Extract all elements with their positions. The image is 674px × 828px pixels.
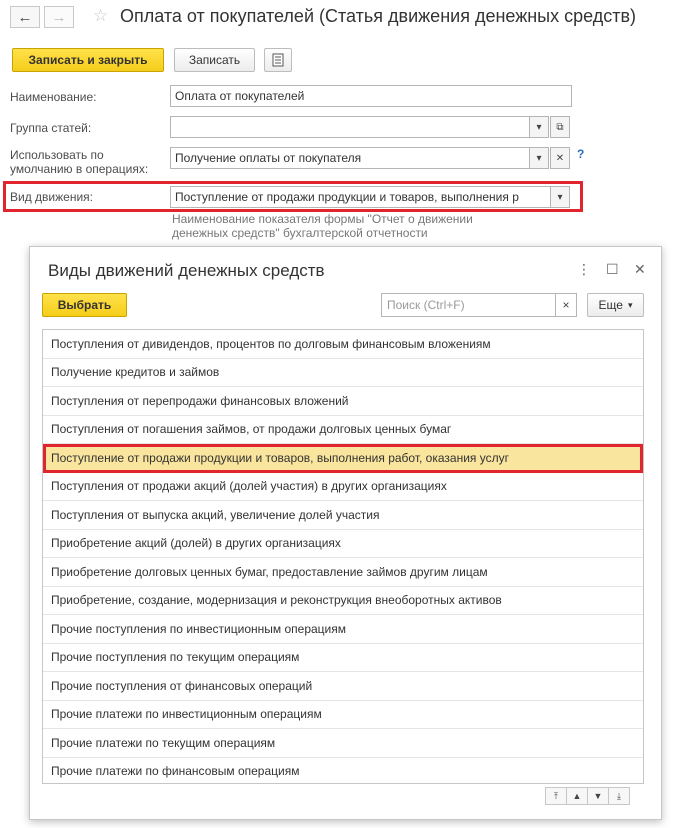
last-page-button[interactable] [608, 787, 630, 805]
use-default-clear-button[interactable] [550, 147, 570, 169]
list-item[interactable]: Прочие поступления по текущим операциям [43, 644, 643, 673]
use-default-label [10, 148, 148, 176]
close-icon: ✕ [555, 152, 565, 164]
arrow-right-icon: → [51, 8, 67, 26]
list-item[interactable]: Приобретение акций (долей) в других организациях [43, 530, 643, 559]
list-item[interactable]: Прочие поступления по инвестиционным операциям [43, 615, 643, 644]
forward-button[interactable] [44, 6, 74, 28]
more-vert-icon[interactable]: ⋮ [577, 261, 591, 277]
list-item[interactable]: Поступления от погашения займов, от продажи долговых ценных бумаг [43, 416, 643, 445]
list-item[interactable]: Поступления от продажи акций (долей участия) в других организациях [43, 473, 643, 502]
list-item[interactable]: Приобретение долговых ценных бумаг, предоставление займов другим лицам [43, 558, 643, 587]
list-item[interactable]: Прочие поступления от финансовых операций [43, 672, 643, 701]
search-input[interactable]: Поиск (Ctrl+F) [381, 293, 556, 317]
list-item[interactable]: Приобретение, создание, модернизация и реконструкция внеоборотных активов [43, 587, 643, 616]
open-icon: ⧉ [556, 121, 564, 133]
arrow-left-icon: ← [17, 8, 33, 26]
movement-hint-line2: денежных средств" бухгалтерской отчетности [172, 226, 428, 240]
movement-dropdown-button[interactable] [550, 186, 570, 208]
chevron-down-icon: ▾ [536, 152, 542, 164]
select-button[interactable]: Выбрать [42, 293, 127, 317]
group-label: Группа статей: [10, 121, 92, 135]
list-item[interactable]: Прочие платежи по текущим операциям [43, 729, 643, 758]
last-arrow-icon: ⤓ [617, 790, 621, 801]
group-field[interactable] [170, 116, 530, 138]
chevron-down-icon: ▾ [557, 191, 563, 203]
name-label: Наименование: [10, 90, 97, 104]
save-and-close-button[interactable]: Записать и закрыть [12, 48, 164, 72]
group-open-button[interactable] [550, 116, 570, 138]
list-item[interactable]: Прочие платежи по финансовым операциям [43, 758, 643, 785]
more-label: Еще [598, 298, 623, 312]
movement-hint-line1: Наименование показателя формы "Отчет о движении [172, 212, 473, 226]
list-item[interactable]: Прочие платежи по инвестиционным операциям [43, 701, 643, 730]
page-title: Оплата от покупателей (Статья движения денежных средств) [120, 6, 637, 26]
name-field[interactable]: Оплата от покупателей [170, 85, 572, 107]
use-default-label-line2: умолчанию в операциях: [10, 162, 149, 176]
movement-label: Вид движения: [10, 190, 93, 204]
list-item[interactable]: Поступления от выпуска акций, увеличение долей участия [43, 501, 643, 530]
prev-page-button[interactable] [566, 787, 588, 805]
document-icon [272, 53, 284, 67]
use-default-dropdown-button[interactable] [529, 147, 549, 169]
movement-list [42, 329, 644, 784]
star-icon[interactable]: ☆ [93, 6, 109, 25]
list-item[interactable]: Поступления от дивидендов, процентов по долговым финансовым вложениям [43, 330, 643, 359]
maximize-icon[interactable]: ☐ [606, 261, 619, 277]
movement-field[interactable]: Поступление от продажи продукции и товаров, выполнения р [170, 186, 551, 208]
chevron-down-icon: ▾ [536, 121, 542, 133]
save-button[interactable]: Записать [174, 48, 255, 72]
close-icon[interactable]: ✕ [634, 261, 646, 277]
search-clear-button[interactable]: × [555, 293, 577, 317]
next-page-button[interactable] [587, 787, 609, 805]
report-button[interactable] [264, 48, 292, 72]
movement-hint [172, 212, 532, 240]
dialog-title: Виды движений денежных средств [48, 261, 325, 280]
use-default-field[interactable]: Получение оплаты от покупателя [170, 147, 530, 169]
more-button[interactable] [587, 293, 644, 317]
list-item[interactable]: Поступления от перепродажи финансовых вложений [43, 387, 643, 416]
group-dropdown-button[interactable] [529, 116, 549, 138]
back-button[interactable] [10, 6, 40, 28]
help-icon[interactable]: ? [577, 147, 585, 161]
first-page-button[interactable] [545, 787, 567, 805]
list-item[interactable]: Получение кредитов и займов [43, 359, 643, 388]
movement-types-dialog [29, 246, 662, 820]
list-item-selected[interactable]: Поступление от продажи продукции и товаров, выполнения работ, оказания услуг [43, 444, 643, 473]
first-arrow-icon: ⤒ [554, 790, 558, 801]
down-arrow-icon: ▼ [593, 791, 603, 801]
use-default-label-line1: Использовать по [10, 148, 104, 162]
up-arrow-icon: ▲ [572, 791, 582, 801]
chevron-down-icon: ▾ [627, 299, 633, 310]
list-navigation [546, 787, 630, 805]
